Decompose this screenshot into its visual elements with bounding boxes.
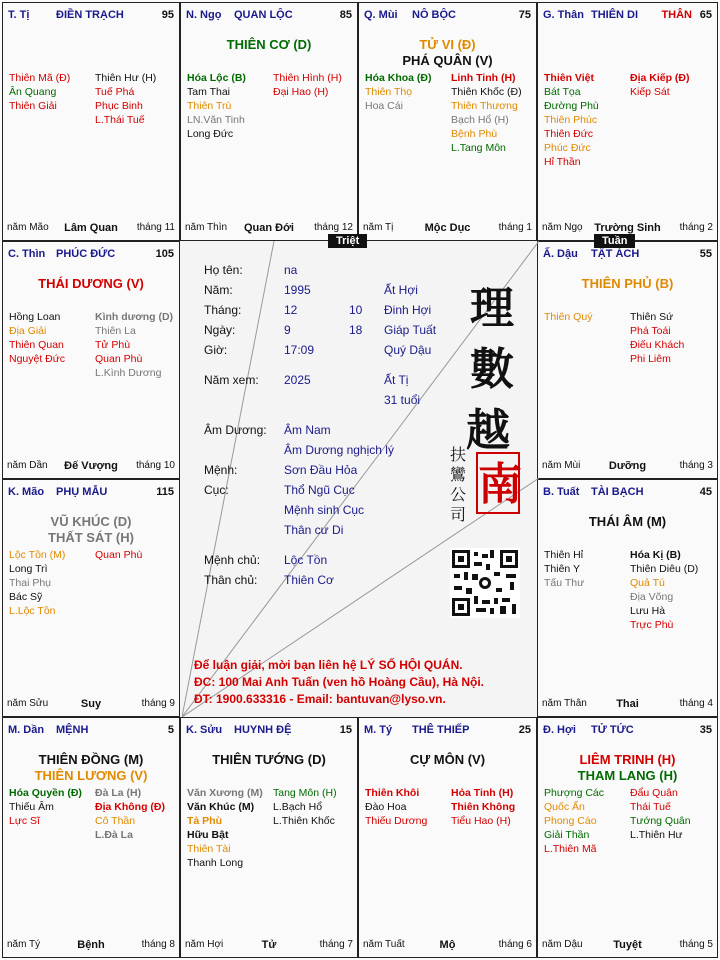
palace-header — [8, 9, 174, 25]
palace-stage: Trường Sinh — [594, 222, 661, 234]
palace-footer — [7, 698, 175, 712]
hour-value: 17:09 — [284, 343, 315, 357]
seal-small-4: 司 — [450, 505, 467, 524]
palace-header — [543, 9, 712, 25]
palace-footer — [185, 939, 353, 953]
star-item: L.Đà La — [95, 829, 133, 841]
left-stars — [544, 310, 592, 324]
star-item: L.Thiên Mã — [544, 843, 597, 855]
qr-code[interactable] — [450, 548, 520, 618]
palace-branch: Ấ. Dậu — [543, 248, 578, 260]
cuc-note: Mệnh sinh Cục — [284, 503, 365, 517]
month-can: Đinh Hợi — [384, 303, 432, 317]
palace-footer — [7, 460, 175, 474]
menh-label: Mệnh: — [204, 463, 238, 477]
palace-name: NÔ BỘC — [412, 9, 456, 21]
star-item: Long Trì — [9, 563, 48, 575]
palace-cell-mao[interactable] — [2, 479, 180, 717]
palace-month: tháng 9 — [141, 698, 175, 709]
palace-number: 55 — [699, 248, 712, 260]
palace-cell-thin[interactable] — [2, 241, 180, 479]
palace-year: năm Sửu — [7, 698, 49, 709]
left-stars — [544, 786, 604, 856]
palace-year: năm Hợi — [185, 939, 224, 950]
palace-branch: K. Sửu — [186, 724, 223, 736]
palace-header — [186, 724, 352, 740]
palace-stage: Đế Vượng — [64, 460, 118, 472]
palace-footer — [542, 460, 713, 474]
star-item: Quan Phù — [95, 549, 143, 561]
star-item: Cô Thần — [95, 815, 136, 827]
right-stars — [95, 548, 142, 562]
star-item: Thiên Thọ — [365, 86, 413, 98]
palace-cell-dau[interactable] — [537, 241, 718, 479]
palace-cell-suu[interactable] — [180, 717, 358, 958]
palace-cell-mui[interactable] — [358, 2, 537, 241]
left-stars — [9, 548, 65, 618]
star-item: Linh Tinh (H) — [451, 72, 516, 84]
star-item: Thai Phụ — [9, 577, 52, 589]
palace-header — [186, 9, 352, 25]
right-stars — [95, 310, 173, 380]
star-item: Phượng Các — [544, 787, 605, 799]
star-item: Thiên Quý — [544, 311, 593, 323]
hour-label: Giờ: — [204, 343, 228, 357]
right-stars — [451, 786, 515, 828]
palace-stage: Suy — [80, 698, 102, 710]
right-stars — [95, 71, 156, 127]
star-item: Thái Tuế — [630, 801, 671, 813]
palace-header — [8, 248, 174, 264]
palace-branch: M. Dần — [8, 724, 45, 736]
palace-cell-ty[interactable] — [358, 717, 537, 958]
star-item: Thiên Diêu (D) — [630, 563, 699, 575]
palace-footer — [363, 939, 532, 953]
star-item: Tang Môn (H) — [273, 787, 337, 799]
main-star: THAM LANG (H) — [577, 768, 678, 783]
star-item: Hóa Quyền (Đ) — [9, 787, 82, 799]
palace-number: 105 — [155, 248, 174, 260]
palace-footer — [7, 222, 175, 236]
palace-branch: Q. Mùi — [364, 9, 398, 21]
contact-address: ĐC: 100 Mai Anh Tuấn (ven hồ Hoàng Cầu), Hà Nội. — [194, 675, 485, 689]
month-lunar: 10 — [349, 303, 363, 317]
palace-stage: Dưỡng — [608, 460, 647, 472]
star-item: Thiên Không — [451, 801, 516, 813]
left-stars — [544, 548, 584, 590]
star-item: Quan Phù — [95, 353, 143, 365]
palace-month: tháng 11 — [136, 222, 175, 233]
palace-branch: N. Ngọ — [186, 9, 222, 21]
star-item: L.Thiên Hư — [630, 829, 683, 841]
palace-footer — [542, 939, 713, 953]
star-item: Thiên Đức — [544, 128, 594, 140]
main-star: TỬ VI (Đ) — [419, 37, 476, 52]
palace-stage: Tuyệt — [613, 939, 642, 951]
star-item: Thiếu Âm — [9, 801, 54, 813]
star-item: L.Kình Dương — [95, 367, 162, 379]
star-item: Hóa Khoa (Đ) — [365, 72, 432, 84]
palace-name: TÀI BẠCH — [591, 486, 644, 498]
palace-stage: Quan Đới — [244, 222, 294, 234]
palace-header — [543, 486, 712, 502]
star-item: Văn Xương (M) — [187, 787, 263, 799]
left-stars — [365, 71, 432, 113]
palace-name: QUAN LỘC — [234, 9, 293, 21]
star-item: Thiên Hình (H) — [273, 72, 342, 84]
palace-name: THÊ THIẾP — [412, 724, 470, 736]
main-star: VŨ KHÚC (D) — [50, 514, 132, 529]
than-cu-note: Thân cư Di — [284, 523, 344, 537]
star-item: Lưu Hà — [630, 605, 666, 617]
calligraphy-char-2: 數 — [470, 344, 514, 395]
left-stars — [187, 71, 246, 141]
palace-year: năm Tý — [7, 939, 41, 950]
palace-stage: Lâm Quan — [64, 222, 118, 234]
main-star: THÁI DƯƠNG (V) — [38, 276, 144, 291]
amduong-note: Âm Dương nghịch lý — [284, 443, 394, 457]
star-item: Tả Phù — [187, 815, 223, 827]
star-item: Bác Sỹ — [9, 591, 43, 603]
star-item: L.Thái Tuế — [95, 114, 145, 126]
palace-number: 75 — [518, 9, 531, 21]
palace-month: tháng 7 — [319, 939, 353, 950]
year-can: Ất Hợi — [384, 283, 418, 297]
palace-name: PHỤ MẪU — [56, 486, 108, 498]
palace-number: 95 — [161, 9, 174, 21]
star-item: Thiên Hư (H) — [95, 72, 157, 84]
palace-number: 15 — [339, 724, 352, 736]
star-item: Thiên Tài — [187, 843, 231, 855]
palace-stage: Mộ — [439, 939, 456, 951]
right-stars — [630, 310, 684, 366]
palace-branch: Đ. Hợi — [543, 724, 576, 736]
star-item: Thiên Khôi — [365, 787, 420, 799]
palace-year: năm Mùi — [542, 460, 581, 471]
palace-number: 115 — [156, 486, 174, 498]
view-year-value: 2025 — [284, 373, 311, 387]
star-item: Quốc Ấn — [544, 801, 585, 813]
seal-small-3: 公 — [450, 485, 467, 504]
star-item: Thiên La — [95, 325, 136, 337]
year-value: 1995 — [284, 283, 311, 297]
palace-number: 65 — [699, 9, 712, 21]
palace-year: năm Dậu — [542, 939, 583, 950]
star-item: Tướng Quân — [630, 815, 691, 827]
main-star: THIÊN TƯỚNG (D) — [212, 752, 326, 767]
palace-stage: Bệnh — [77, 939, 105, 951]
palace-branch: M. Tý — [364, 724, 393, 736]
star-item: Thanh Long — [187, 857, 244, 869]
left-stars — [9, 71, 70, 113]
right-stars — [451, 71, 522, 155]
star-item: Thiên Việt — [544, 72, 594, 84]
star-item: Thiên Khốc (Đ) — [451, 86, 522, 98]
palace-number: 5 — [167, 724, 174, 736]
palace-month: tháng 12 — [314, 222, 353, 233]
palace-branch: K. Mão — [8, 486, 45, 498]
menh-chu-label: Mệnh chủ: — [204, 553, 261, 567]
palace-stage: Tử — [261, 939, 277, 951]
palace-header — [364, 9, 531, 25]
star-item: Phi Liêm — [630, 353, 671, 365]
star-item: L.Bạch Hổ — [273, 801, 323, 813]
palace-month: tháng 6 — [498, 939, 532, 950]
star-item: LN.Văn Tinh — [187, 114, 245, 126]
star-item: Tử Phù — [95, 339, 131, 351]
palace-name: HUYNH ĐỆ — [234, 724, 292, 736]
star-item: Quả Tú — [630, 577, 665, 589]
palace-year: năm Thân — [542, 698, 587, 709]
main-star: CỰ MÔN (V) — [409, 752, 486, 767]
palace-footer — [542, 698, 713, 712]
star-item: Thiên Trù — [187, 100, 232, 112]
tuan-marker: Tuần — [594, 234, 635, 248]
star-item: Lộc Tồn (M) — [9, 549, 66, 561]
star-item: Hồng Loan — [9, 311, 61, 323]
left-stars — [365, 786, 427, 828]
right-stars — [273, 786, 337, 828]
palace-stage: Mộc Dục — [424, 222, 471, 234]
red-seal-stamp — [476, 452, 520, 514]
main-star: THIÊN LƯƠNG (V) — [34, 768, 148, 783]
view-year-label: Năm xem: — [204, 373, 259, 387]
menh-value: Sơn Đầu Hỏa — [284, 463, 358, 477]
cuc-label: Cục: — [204, 483, 229, 497]
hour-can: Quý Dậu — [384, 343, 432, 357]
star-item: Phục Binh — [95, 100, 143, 112]
right-stars — [273, 71, 342, 99]
star-item: Đẩu Quân — [630, 787, 678, 799]
star-item: Địa Võng — [630, 591, 674, 603]
star-item: Hỉ Thần — [544, 156, 581, 168]
day-can: Giáp Tuất — [384, 323, 437, 337]
star-item: Đường Phù — [544, 100, 599, 112]
main-star: PHÁ QUÂN (V) — [402, 53, 493, 68]
age-value: 31 tuổi — [384, 393, 421, 407]
star-item: Lực Sĩ — [9, 815, 40, 827]
star-item: Tam Thai — [187, 86, 230, 98]
palace-footer — [7, 939, 175, 953]
star-item: Thiên Mã (Đ) — [9, 72, 71, 84]
star-item: Văn Khúc (M) — [187, 801, 255, 813]
star-item: Đại Hao (H) — [273, 86, 329, 98]
star-item: Giải Thần — [544, 829, 590, 841]
star-item: Phúc Đức — [544, 142, 591, 154]
main-star: THIÊN CƠ (D) — [226, 37, 312, 52]
star-item: Thiên Phúc — [544, 114, 598, 126]
than-chu-value: Thiên Cơ — [284, 573, 334, 587]
palace-branch: B. Tuất — [543, 486, 580, 498]
palace-cell-ngo[interactable] — [180, 2, 358, 241]
star-item: Kiếp Sát — [630, 86, 670, 98]
star-item: Thiên Sứ — [630, 311, 674, 323]
palace-header — [8, 486, 174, 502]
than-badge: THÂN — [661, 9, 692, 21]
star-item: L.Lộc Tồn — [9, 605, 56, 617]
star-item: Tấu Thư — [544, 577, 585, 589]
amduong-label: Âm Dương: — [204, 423, 267, 437]
star-item: Đà La (H) — [95, 787, 142, 799]
day-lunar: 18 — [349, 323, 363, 337]
palace-header — [543, 724, 712, 740]
palace-name: TẬT ÁCH — [591, 248, 640, 260]
calligraphy-char-1: 理 — [470, 283, 514, 334]
star-item: Hỏa Tinh (H) — [451, 787, 514, 799]
palace-number: 85 — [339, 9, 352, 21]
amduong-value: Âm Nam — [284, 423, 331, 437]
star-item: L.Thiên Khốc — [273, 815, 335, 827]
palace-cell-ti[interactable] — [2, 2, 180, 241]
palace-month: tháng 3 — [679, 460, 713, 471]
palace-month: tháng 5 — [679, 939, 713, 950]
palace-name: ĐIỀN TRẠCH — [56, 9, 124, 21]
star-item: Kình dương (D) — [95, 311, 174, 323]
palace-name: THIÊN DI — [591, 9, 639, 21]
view-year-can: Ất Tị — [384, 373, 409, 387]
star-item: Tuế Phá — [95, 86, 135, 98]
main-star: THẤT SÁT (H) — [48, 530, 134, 545]
menh-chu-value: Lộc Tồn — [284, 553, 328, 567]
palace-cell-hoi[interactable] — [537, 717, 718, 958]
star-item: Địa Kiếp (Đ) — [630, 72, 690, 84]
palace-month: tháng 1 — [498, 222, 532, 233]
palace-header — [8, 724, 174, 740]
right-stars — [630, 71, 690, 99]
palace-month: tháng 2 — [679, 222, 713, 233]
than-chu-label: Thân chủ: — [204, 573, 258, 587]
star-item: Thiên Giải — [9, 100, 57, 112]
name-value: na — [284, 263, 298, 277]
name-label: Họ tên: — [204, 263, 243, 277]
palace-month: tháng 4 — [679, 698, 713, 709]
calligraphy-char-4: 南 — [478, 459, 522, 510]
day-label: Ngày: — [204, 323, 236, 337]
palace-cell-than[interactable] — [537, 2, 718, 241]
star-item: Thiếu Dương — [365, 815, 428, 827]
palace-number: 25 — [518, 724, 531, 736]
left-stars — [9, 786, 82, 828]
palace-name: TỬ TỨC — [591, 724, 634, 736]
palace-cell-tuat[interactable] — [537, 479, 718, 717]
left-stars — [187, 786, 263, 870]
palace-year: năm Tuất — [363, 939, 405, 950]
palace-branch: C. Thìn — [8, 248, 46, 260]
palace-branch: T. Tị — [8, 9, 30, 21]
star-item: Thiên Thương — [451, 100, 518, 112]
main-star: LIÊM TRINH (H) — [579, 752, 676, 767]
star-item: Địa Không (Đ) — [95, 801, 165, 813]
star-item: Hóa Lộc (B) — [187, 72, 246, 84]
palace-year: năm Ngọ — [542, 222, 583, 233]
right-stars — [630, 548, 698, 632]
year-label: Năm: — [204, 283, 233, 297]
star-item: Ân Quang — [9, 86, 57, 98]
palace-month: tháng 10 — [136, 460, 175, 471]
star-item: Hữu Bật — [187, 829, 229, 841]
palace-year: năm Mão — [7, 222, 49, 233]
star-item: Phong Cáo — [544, 815, 597, 827]
palace-month: tháng 8 — [141, 939, 175, 950]
month-label: Tháng: — [204, 303, 242, 317]
palace-stage: Thai — [616, 698, 639, 710]
seal-small-1: 扶 — [450, 445, 467, 464]
star-item: Thiên Hỉ — [544, 549, 584, 561]
star-item: Trực Phù — [630, 619, 674, 631]
star-item: Địa Giải — [9, 325, 47, 337]
triet-marker: Triệt — [328, 234, 367, 248]
star-item: Đào Hoa — [365, 801, 407, 813]
palace-year: năm Tị — [363, 222, 394, 233]
palace-number: 35 — [699, 724, 712, 736]
main-star: THÁI ÂM (M) — [588, 514, 667, 529]
palace-header — [364, 724, 531, 740]
left-stars — [9, 310, 65, 366]
star-item: Long Đức — [187, 128, 234, 140]
star-item: Thiên Y — [544, 563, 580, 575]
seal-small-2: 鸞 — [450, 465, 467, 484]
contact-line-1: Để luận giải, mời bạn liên hệ LÝ SỐ HỘI QUÁN. — [194, 658, 463, 672]
contact-phone-email[interactable]: ĐT: 1900.633316 - Email: bantuvan@lyso.vn. — [194, 692, 446, 706]
star-item: Hoa Cái — [365, 100, 403, 112]
palace-number: 45 — [699, 486, 712, 498]
star-item: Thiên Quan — [9, 339, 64, 351]
star-item: L.Tang Môn — [451, 142, 506, 154]
right-stars — [630, 786, 691, 842]
palace-name: PHÚC ĐỨC — [56, 248, 116, 260]
calligraphy-char-3: 越 — [466, 405, 510, 456]
palace-header — [543, 248, 712, 264]
palace-year: năm Thìn — [185, 222, 228, 233]
right-stars — [95, 786, 165, 842]
star-item: Nguyệt Đức — [9, 353, 66, 365]
star-item: Bát Tọa — [544, 86, 581, 98]
star-item: Tiểu Hao (H) — [451, 815, 511, 827]
palace-name: MỆNH — [56, 724, 89, 736]
main-star: THIÊN PHỦ (B) — [581, 276, 674, 291]
main-star: THIÊN ĐỒNG (M) — [38, 752, 144, 767]
palace-footer — [363, 222, 532, 236]
cuc-value: Thổ Ngũ Cục — [284, 483, 355, 497]
star-item: Bệnh Phù — [451, 128, 498, 140]
star-item: Hóa Kị (B) — [630, 549, 681, 561]
palace-branch: G. Thân — [543, 9, 584, 21]
left-stars — [544, 71, 599, 169]
palace-cell-dan[interactable] — [2, 717, 180, 958]
star-item: Điếu Khách — [630, 339, 685, 351]
star-item: Phá Toái — [630, 325, 671, 337]
palace-year: năm Dần — [7, 460, 48, 471]
star-item: Bạch Hổ (H) — [451, 114, 509, 126]
day-value: 9 — [284, 323, 291, 337]
month-value: 12 — [284, 303, 298, 317]
